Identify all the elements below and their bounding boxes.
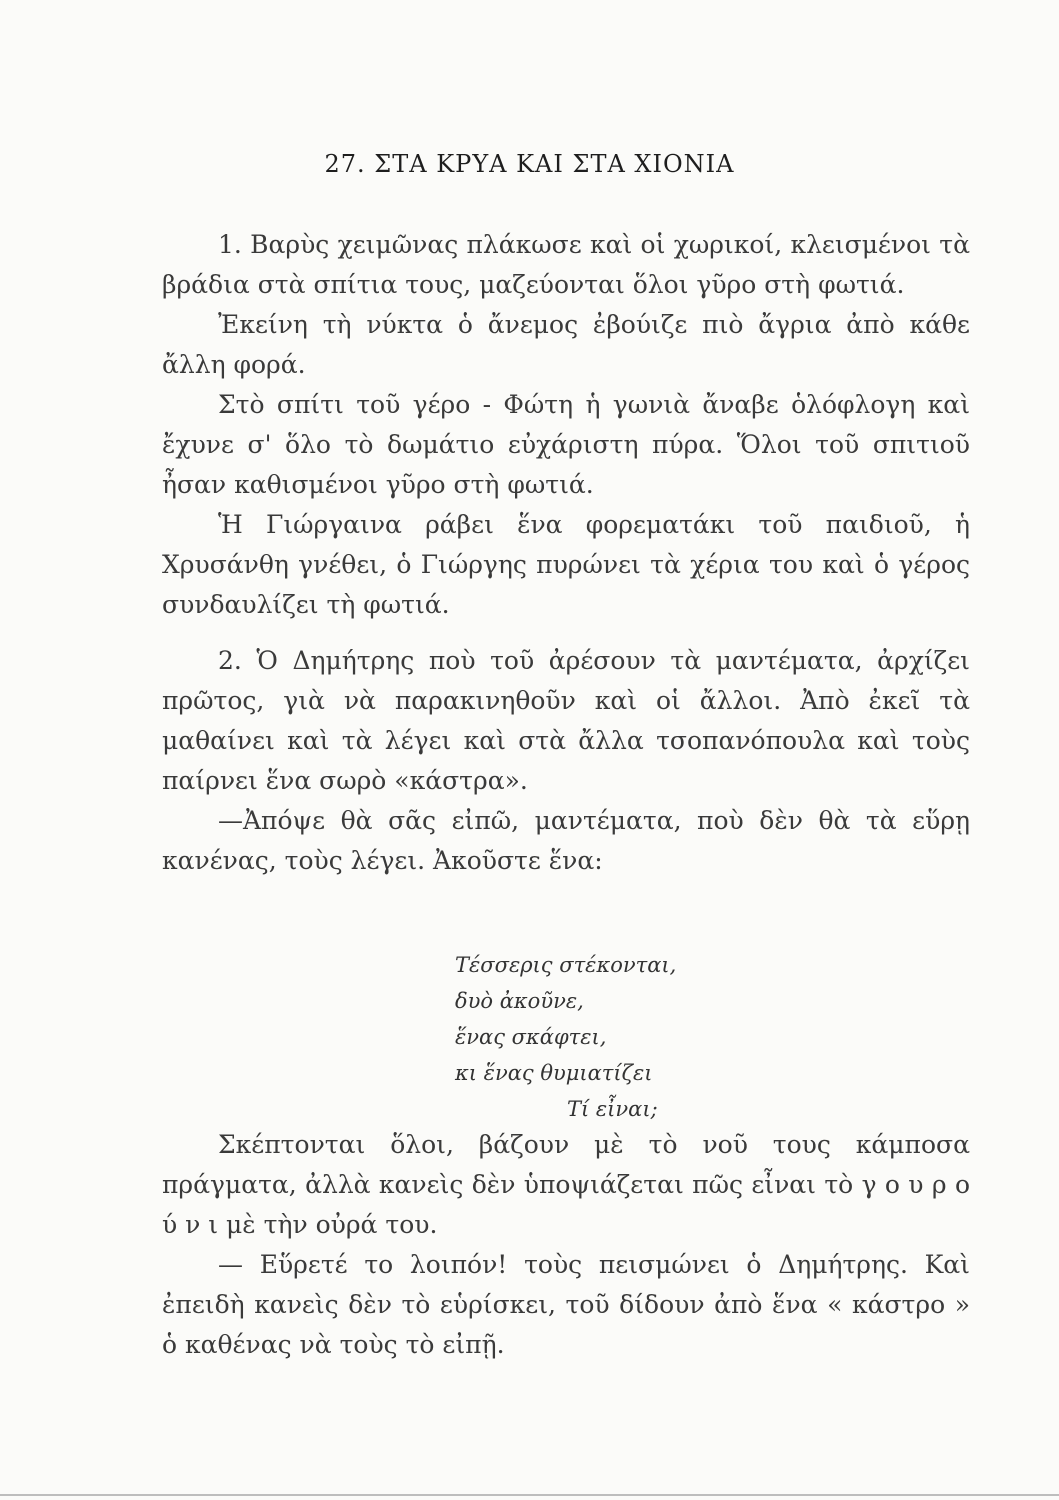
paragraph: 1. Βαρὺς χειμῶνας πλάκωσε καὶ οἱ χωρικοί, κλεισμένοι τὰ βράδια στὰ σπίτια τους, μαζεύονται ὅλοι γῦρο στὴ φωτιά. <box>162 230 970 299</box>
chapter-title: 27. ΣΤΑ ΚΡΥΑ ΚΑΙ ΣΤΑ ΧΙΟΝΙΑ <box>324 150 735 178</box>
poem-line: Τέσσερις στέκονται, <box>455 953 677 977</box>
paragraph: Σκέπτονται ὅλοι, βάζουν μὲ τὸ νοῦ τους κάμποσα πράγματα, ἀλλὰ κανεὶς δὲν ὑποψιάζεται πῶς εἶναι τὸ γ ο υ ρ ο ύ ν ι μὲ τὴν οὐρά του. <box>162 1130 970 1239</box>
paragraph: — Εὕρετέ το λοιπόν! τοὺς πεισμώνει ὁ Δημήτρης. Καὶ ἐπειδὴ κανεὶς δὲν τὸ εὑρίσκει, τοῦ δίδουν ἀπὸ ἕνα « κάστρο » ὁ καθένας νὰ τοὺς τὸ εἰπῇ. <box>162 1250 970 1359</box>
poem-line: κι ἕνας θυμιατίζει <box>455 1061 653 1085</box>
paragraph: —Ἀπόψε θὰ σᾶς εἰπῶ, μαντέματα, ποὺ δὲν θὰ τὰ εὕρῃ κανένας, τοὺς λέγει. Ἀκοῦστε ἕνα: <box>162 806 970 875</box>
paragraph: Ἐκείνη τὴ νύκτα ὁ ἄνεμος ἐβούιζε πιὸ ἄγρια ἀπὸ κάθε ἄλλη φορά. <box>162 310 970 379</box>
text-block-top <box>162 225 970 881</box>
scan-edge-line <box>0 1494 1059 1496</box>
paragraph: Ἡ Γιώργαινα ράβει ἕνα φορεματάκι τοῦ παιδιοῦ, ἡ Χρυσάνθη γνέθει, ὁ Γιώργης πυρώνει τὰ χέρια του καὶ ὁ γέρος συνδαυλίζει τὴ φωτιά. <box>162 510 970 619</box>
riddle-poem <box>455 947 676 1127</box>
paragraph: Στὸ σπίτι τοῦ γέρο - Φώτη ἡ γωνιὰ ἄναβε ὁλόφλογη καὶ ἔχυνε σ' ὅλο τὸ δωμάτιο εὐχάριστη πύρα. Ὅλοι τοῦ σπιτιοῦ ἦσαν καθισμένοι γῦρο στὴ φωτιά. <box>162 390 970 499</box>
text-block-bottom <box>162 1125 970 1365</box>
poem-line: ἕνας σκάφτει, <box>455 1025 607 1049</box>
paragraph: 2. Ὁ Δημήτρης ποὺ τοῦ ἀρέσουν τὰ μαντέματα, ἀρχίζει πρῶτος, γιὰ νὰ παρακινηθοῦν καὶ οἱ ἄλλοι. Ἀπὸ ἐκεῖ τὰ μαθαίνει καὶ τὰ λέγει καὶ στὰ ἄλλα τσοπανόπουλα καὶ τοὺς παίρνει ἕνα σωρὸ «κάστρα». <box>162 646 970 795</box>
poem-line: Τί εἶναι; <box>567 1097 658 1121</box>
poem-line: δυὸ ἀκοῦνε, <box>455 989 584 1013</box>
